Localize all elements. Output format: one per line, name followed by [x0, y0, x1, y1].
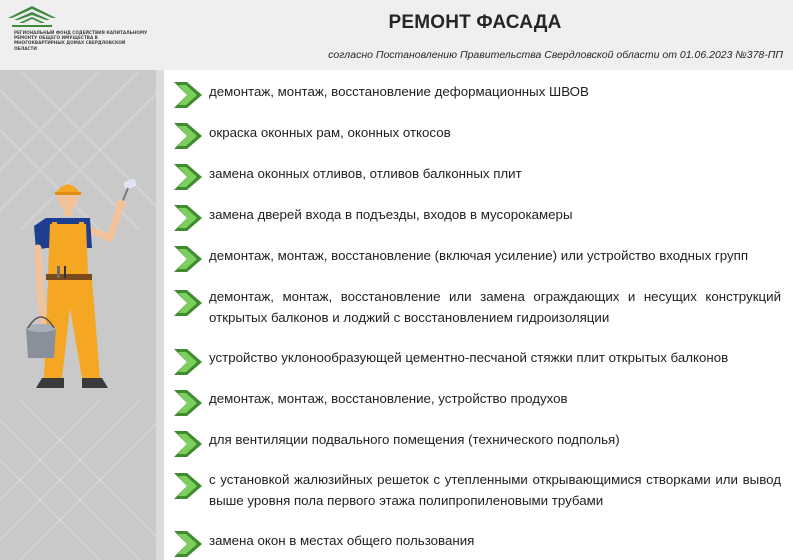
- list-item-text: замена окон в местах общего пользования: [209, 533, 475, 548]
- list-item-text: окраска оконных рам, оконных откосов: [209, 125, 451, 140]
- arrow-right-icon: [174, 246, 204, 272]
- list-item: [164, 119, 793, 153]
- list-item-text: замена дверей входа в подъезды, входов в мусорокамеры: [209, 207, 573, 222]
- arrow-right-icon: [174, 431, 204, 457]
- arrow-right-icon: [174, 349, 204, 375]
- arrow-right-icon: [174, 123, 204, 149]
- list-item-text: для вентиляции подвального помещения (технического подполья): [209, 432, 620, 447]
- illustration-panel: [0, 70, 156, 560]
- list-item-text: демонтаж, монтаж, восстановление (включая усиление) или устройство входных групп: [209, 248, 749, 263]
- arrow-right-icon: [174, 205, 204, 231]
- arrow-right-icon: [174, 290, 204, 316]
- list-item: [164, 160, 793, 194]
- list-item-text: демонтаж, монтаж, восстановление, устройство продухов: [209, 391, 568, 406]
- header: [0, 0, 793, 70]
- list-item-text: демонтаж, монтаж, восстановление или замена ограждающих и несущих конструкций открытых балконов и лоджий с восстановлением гидроизоляции: [209, 289, 781, 325]
- list-item-text: устройство уклонообразующей цементно-песчаной стяжки плит открытых балконов: [209, 350, 729, 365]
- page-title: РЕМОНТ ФАСАДА: [388, 12, 562, 33]
- list-item-text: демонтаж, монтаж, восстановление деформационных ШВОВ: [209, 84, 589, 99]
- list-item: [164, 345, 793, 379]
- list-item: [164, 468, 793, 514]
- org-name: РЕГИОНАЛЬНЫЙ ФОНД СОДЕЙСТВИЯ КАПИТАЛЬНОМУ РЕМОНТУ ОБЩЕГО ИМУЩЕСТВА В МНОГОКВАРТИРНЫХ ДОМАХ СВЕРДЛОВСКОЙ ОБЛАСТИ: [14, 30, 148, 51]
- list-item: [164, 285, 793, 331]
- fund-logo-icon: [6, 4, 58, 30]
- list-item: [164, 427, 793, 461]
- list-item-text: замена оконных отливов, отливов балконных плит: [209, 166, 522, 181]
- list-item: [164, 242, 793, 276]
- list-item: [164, 529, 793, 559]
- list-item: [164, 201, 793, 235]
- worker-illustration-icon: [24, 178, 136, 410]
- repair-list: [164, 70, 793, 560]
- page-subtitle: согласно Постановлению Правительства Свердловской области от 01.06.2023 №378-ПП: [328, 49, 783, 61]
- arrow-right-icon: [174, 164, 204, 190]
- arrow-right-icon: [174, 531, 204, 557]
- list-item: [164, 386, 793, 420]
- arrow-right-icon: [174, 82, 204, 108]
- list-item-text: с установкой жалюзийных решеток с утепленными открывающимися створками или вывод выше уровня пола первого этажа полипропиленовыми трубами: [209, 472, 781, 508]
- arrow-right-icon: [174, 473, 204, 499]
- list-item: [164, 78, 793, 112]
- divider: [156, 70, 164, 560]
- arrow-right-icon: [174, 390, 204, 416]
